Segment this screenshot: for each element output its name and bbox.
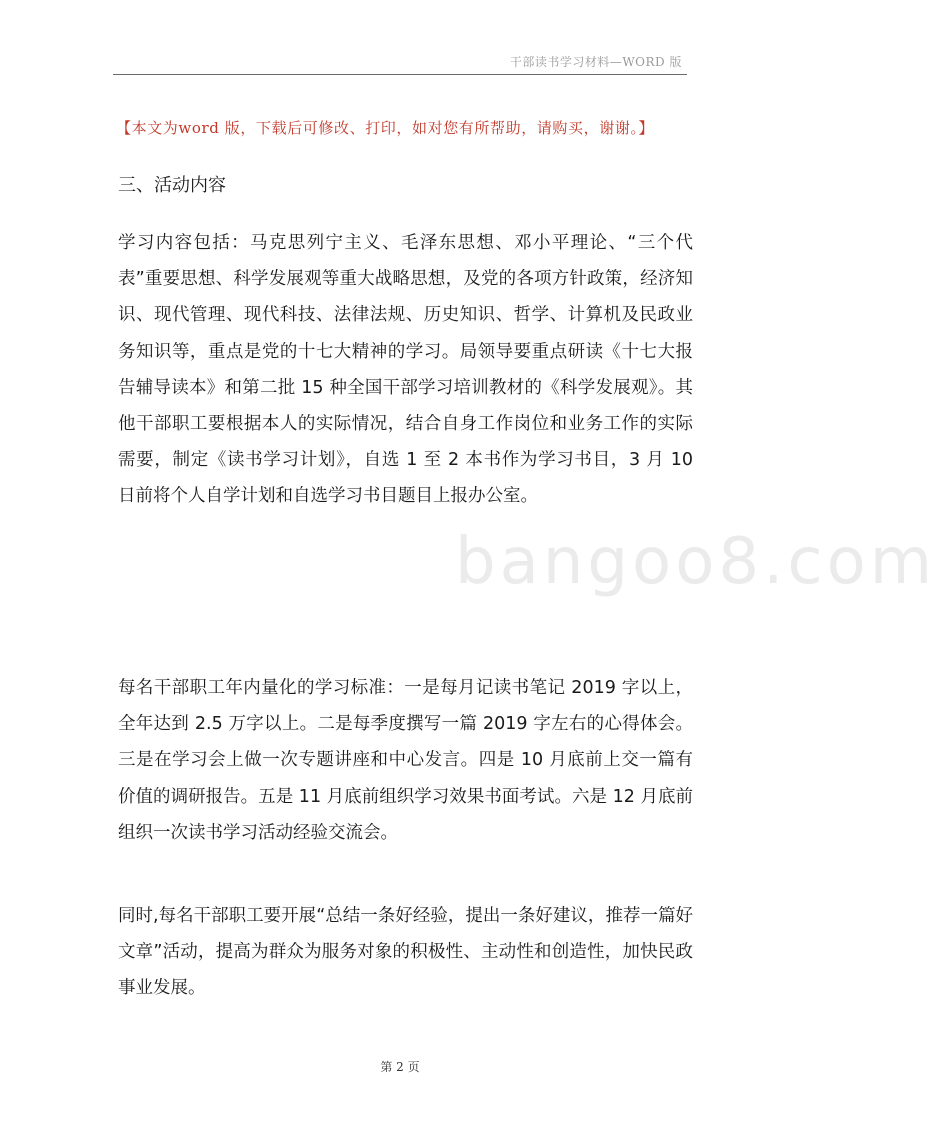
purchase-notice: 【本文为word 版，下载后可修改、打印，如对您有所帮助，请购买，谢谢。】: [116, 119, 655, 137]
header-divider: [113, 74, 687, 75]
paragraph-study-content: 学习内容包括：马克思列宁主义、毛泽东思想、邓小平理论、“三个代表”重要思想、科学发展观等重大战略思想，及党的各项方针政策，经济知识、现代管理、现代科技、法律法规、历史知识、哲学、计算机及民政业务知识等，重点是党的十七大精神的学习。局领导要重点研读《十七大报告辅导读本》和第二批 15 种全国干部学习培训教材的《科学发展观》。其他干部职工要根据本人的实际情况，结合自身工作岗位和业务工作的实际需要，制定《读书学习计划》，自选 1 至 2 本书作为学习书目，3 月 10 日前将个人自学计划和自选学习书目题目上报办公室。: [118, 233, 693, 507]
page-number: 第 2 页: [380, 1060, 420, 1074]
paragraph-activity: 同时,每名干部职工要开展“总结一条好经验，提出一条好建议，推荐一篇好文章”活动，提高为群众为服务对象的积极性、主动性和创造性，加快民政事业发展。: [118, 906, 693, 999]
section-heading: 三、活动内容: [118, 175, 226, 196]
running-header: 干部读书学习材料—WORD 版: [509, 55, 682, 69]
watermark: bangoo8.com: [455, 525, 936, 599]
paragraph-study-standards: 每名干部职工年内量化的学习标准：一是每月记读书笔记 2019 字以上，全年达到 2.5 万字以上。二是每季度撰写一篇 2019 字左右的心得体会。三是在学习会上做一次专题讲座和中心发言。四是 10 月底前上交一篇有价值的调研报告。五是 11 月底前组织学习效果书面考试。六是 12 月底前组织一次读书学习活动经验交流会。: [118, 678, 693, 843]
